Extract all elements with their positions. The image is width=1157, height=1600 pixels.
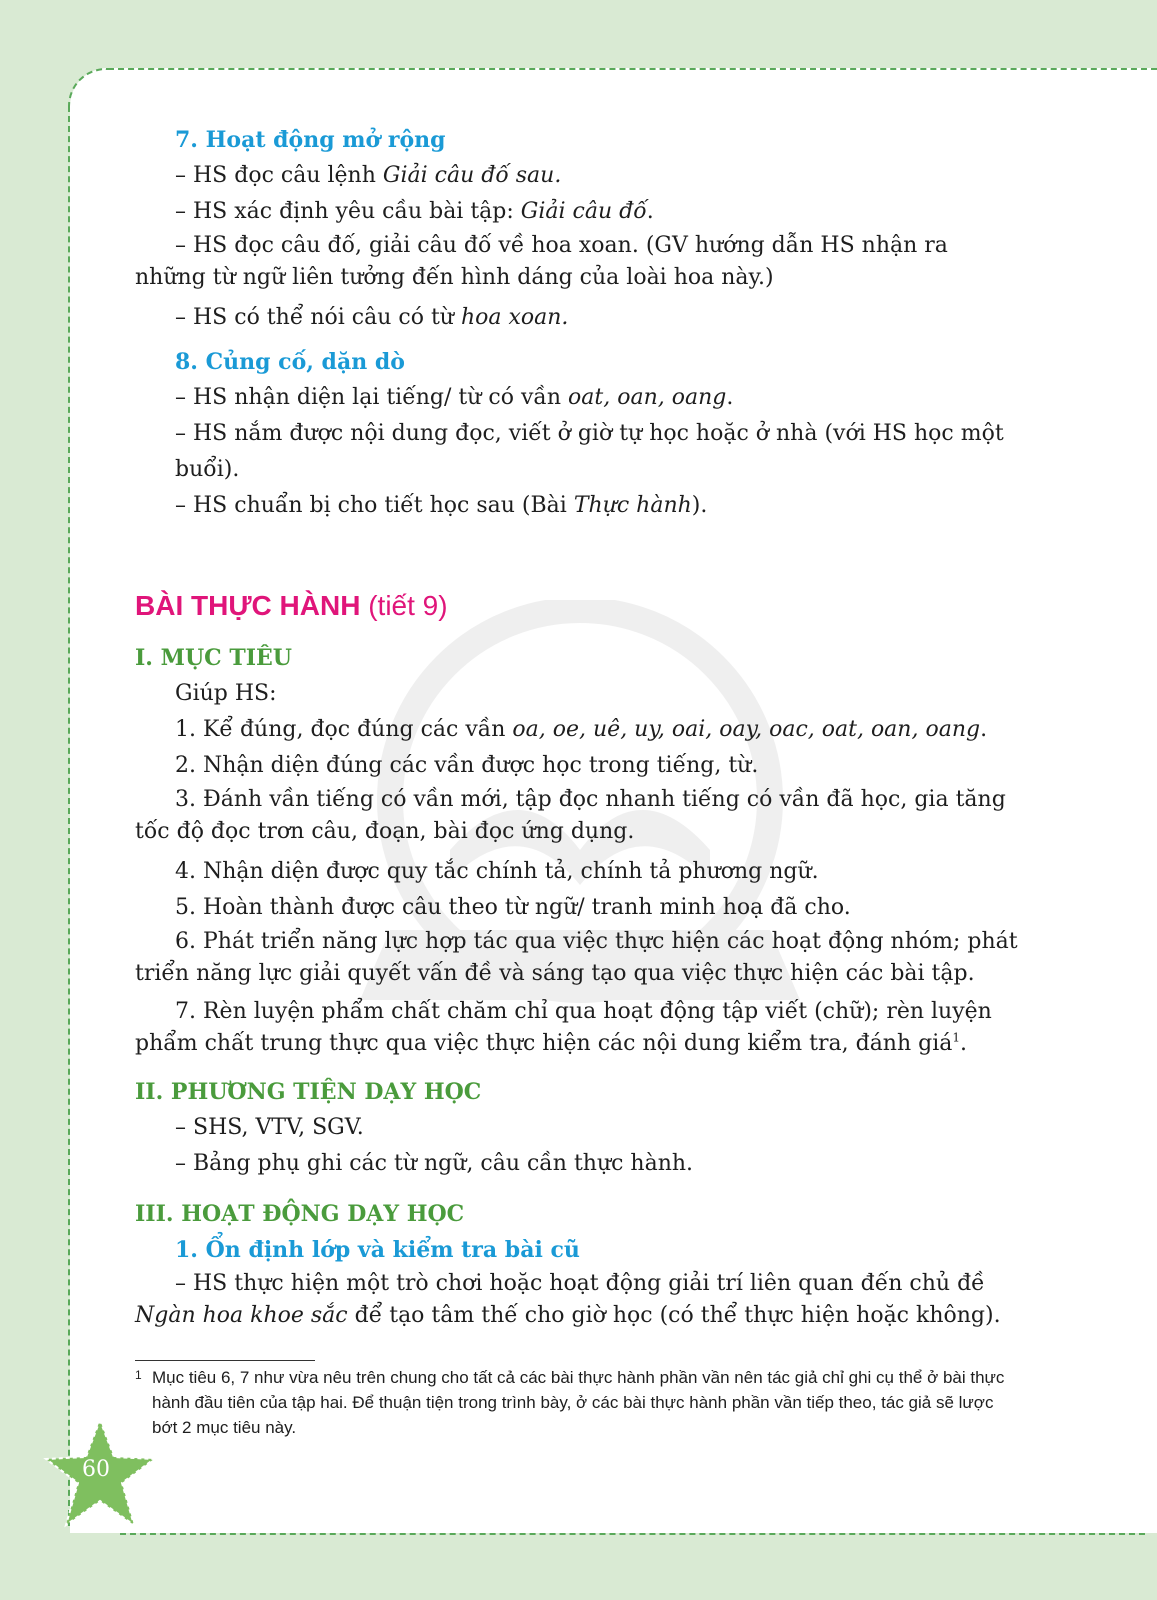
muc-tieu-heading: I. MỤC TIÊU	[135, 645, 292, 671]
phuong-tien-line-2: – Bảng phụ ghi các từ ngữ, câu cần thực hành.	[175, 1151, 694, 1176]
dashed-border-bottom	[120, 1533, 1145, 1535]
hoat-dong-line-1: – HS thực hiện một trò chơi hoặc hoạt động giải trí liên quan đến chủ đề Ngàn hoa khoe sắc để tạo tâm thế cho giờ học (có thể thực hiện hoặc không).	[135, 1271, 1001, 1328]
page-number: 60	[82, 1457, 110, 1482]
s7-line-2: – HS xác định yêu cầu bài tập: Giải câu đố.	[175, 199, 654, 224]
footnote-text: Mục tiêu 6, 7 như vừa nêu trên chung cho tất cả các bài thực hành phần vần nên tác giả chỉ ghi cụ thể ở bài thực hành đầu tiên của tập hai. Để thuận tiện trong trình bày, ở các bài thực hành phần vần tiếp theo, tác giả sẽ lược bớt 2 mục tiêu này.	[152, 1368, 1005, 1437]
section-7-heading: 7. Hoạt động mở rộng	[175, 127, 446, 153]
s8-line-1: – HS nhận diện lại tiếng/ từ có vần oat, oan, oang.	[175, 385, 734, 410]
phuong-tien-line-1: – SHS, VTV, SGV.	[175, 1115, 364, 1140]
muc-tieu-item-4: 4. Nhận diện được quy tắc chính tả, chính tả phương ngữ.	[175, 859, 819, 884]
muc-tieu-item-3: 3. Đánh vần tiếng có vần mới, tập đọc nhanh tiếng có vần đã học, gia tăng tốc độ đọc trơn câu, đoạn, bài đọc ứng dụng.	[135, 787, 1006, 844]
hoat-dong-subheading: 1. Ổn định lớp và kiểm tra bài cũ	[175, 1237, 580, 1263]
footnote-mark: 1	[135, 1368, 142, 1382]
page-body	[135, 122, 1020, 1338]
footnote	[135, 1365, 1020, 1440]
footnote-divider	[135, 1360, 315, 1361]
muc-tieu-item-5: 5. Hoàn thành được câu theo từ ngữ/ tranh minh hoạ đã cho.	[175, 895, 851, 920]
phuong-tien-heading: II. PHƯƠNG TIỆN DẠY HỌC	[135, 1079, 482, 1105]
hoat-dong-heading: III. HOẠT ĐỘNG DẠY HỌC	[135, 1201, 465, 1227]
dashed-border-corner	[68, 68, 108, 108]
dashed-border-left	[68, 106, 70, 1526]
muc-tieu-intro: Giúp HS:	[175, 681, 277, 706]
footnote-ref: 1	[952, 1030, 961, 1045]
s8-line-3: – HS chuẩn bị cho tiết học sau (Bài Thực hành).	[175, 493, 708, 518]
section-8-heading: 8. Củng cố, dặn dò	[175, 349, 405, 375]
s7-line-4: – HS có thể nói câu có từ hoa xoan.	[175, 305, 569, 330]
muc-tieu-item-6: 6. Phát triển năng lực hợp tác qua việc thực hiện các hoạt động nhóm; phát triển năng lực giải quyết vấn đề và sáng tạo qua việc thực hiện các bài tập.	[135, 929, 1018, 986]
s7-line-3: – HS đọc câu đố, giải câu đố về hoa xoan. (GV hướng dẫn HS nhận ra những từ ngữ liên tưởng đến hình dáng của loài hoa này.)	[135, 233, 948, 290]
dashed-border-top	[108, 68, 1157, 70]
muc-tieu-item-1: 1. Kể đúng, đọc đúng các vần oa, oe, uê, uy, oai, oay, oac, oat, oan, oang.	[175, 717, 988, 742]
lesson-title: BÀI THỰC HÀNH (tiết 9)	[135, 590, 448, 621]
s8-line-2: – HS nắm được nội dung đọc, viết ở giờ tự học hoặc ở nhà (với HS học một buổi).	[175, 421, 1004, 482]
muc-tieu-item-7: 7. Rèn luyện phẩm chất chăm chỉ qua hoạt động tập viết (chữ); rèn luyện phẩm chất trung thực qua việc thực hiện các nội dung kiểm tra, đánh giá$^1$.	[135, 999, 992, 1056]
s7-line-1: – HS đọc câu lệnh Giải câu đố sau.	[175, 163, 562, 188]
muc-tieu-item-2: 2. Nhận diện đúng các vần được học trong tiếng, từ.	[175, 753, 759, 778]
